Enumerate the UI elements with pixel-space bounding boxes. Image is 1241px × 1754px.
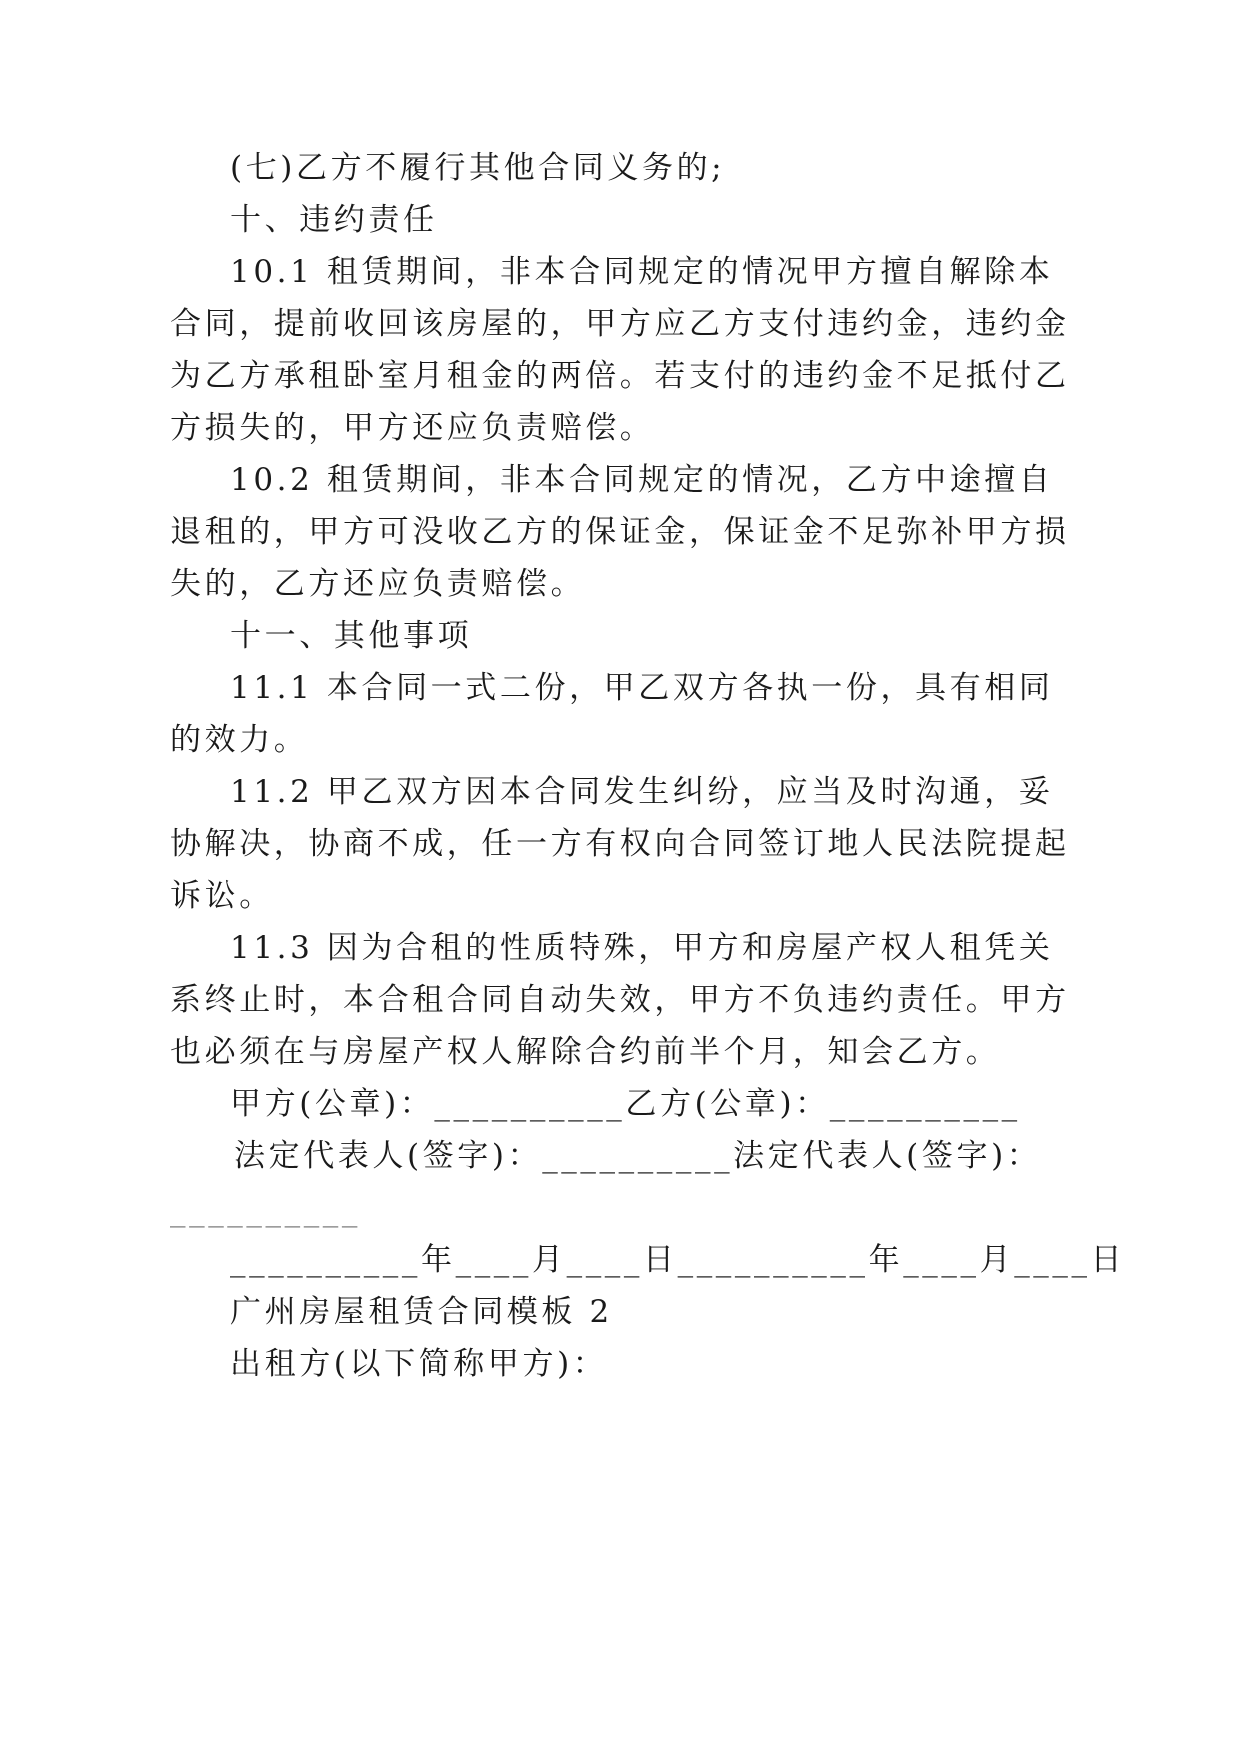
paragraph-11-2-line-1: 11.2 甲乙双方因本合同发生纠纷，应当及时沟通，妥 bbox=[230, 774, 1054, 810]
paragraph-11-3-line-3: 也必须在与房屋产权人解除合约前半个月，知会乙方。 bbox=[170, 1034, 1001, 1070]
paragraph-11-3-line-2: 系终止时，本合租合同自动失效，甲方不负违约责任。甲方 bbox=[170, 982, 1070, 1018]
paragraph-10-2-line-1: 10.2 租赁期间，非本合同规定的情况，乙方中途擅自 bbox=[230, 462, 1054, 498]
clause-7-text: (七)乙方不履行其他合同义务的; bbox=[230, 150, 726, 186]
date-line: __________年____月____日__________年____月____日 bbox=[230, 1242, 1126, 1278]
paragraph-11-1-line-1: 11.1 本合同一式二份，甲乙双方各执一份，具有相同 bbox=[230, 670, 1054, 706]
legal-representative-line: 法定代表人(签字)：__________法定代表人(签字)： bbox=[234, 1138, 1042, 1174]
paragraph-10-1-line-1: 10.1 租赁期间，非本合同规定的情况甲方擅自解除本 bbox=[230, 254, 1054, 290]
paragraph-10-1-line-2: 合同，提前收回该房屋的，甲方应乙方支付违约金，违约金 bbox=[170, 306, 1070, 342]
section-11-heading: 十一、其他事项 bbox=[230, 618, 473, 654]
lessor-label: 出租方(以下简称甲方)： bbox=[230, 1346, 608, 1382]
paragraph-11-3-line-1: 11.3 因为合租的性质特殊，甲方和房屋产权人租凭关 bbox=[230, 930, 1054, 966]
template-2-title: 广州房屋租赁合同模板 2 bbox=[230, 1294, 613, 1330]
section-10-heading: 十、违约责任 bbox=[230, 202, 438, 238]
party-seal-line: 甲方(公章)：__________乙方(公章)：__________ bbox=[230, 1086, 1021, 1122]
paragraph-10-1-line-4: 方损失的，甲方还应负责赔偿。 bbox=[170, 410, 655, 446]
paragraph-11-2-line-2: 协解决，协商不成，任一方有权向合同签订地人民法院提起 bbox=[170, 826, 1070, 862]
paragraph-10-1-line-3: 为乙方承租卧室月租金的两倍。若支付的违约金不足抵付乙 bbox=[170, 358, 1070, 394]
paragraph-11-2-line-3: 诉讼。 bbox=[170, 878, 274, 914]
signature-blank: __________ bbox=[170, 1192, 361, 1228]
paragraph-11-1-line-2: 的效力。 bbox=[170, 722, 309, 758]
paragraph-10-2-line-2: 退租的，甲方可没收乙方的保证金，保证金不足弥补甲方损 bbox=[170, 514, 1070, 550]
paragraph-10-2-line-3: 失的，乙方还应负责赔偿。 bbox=[170, 566, 586, 602]
